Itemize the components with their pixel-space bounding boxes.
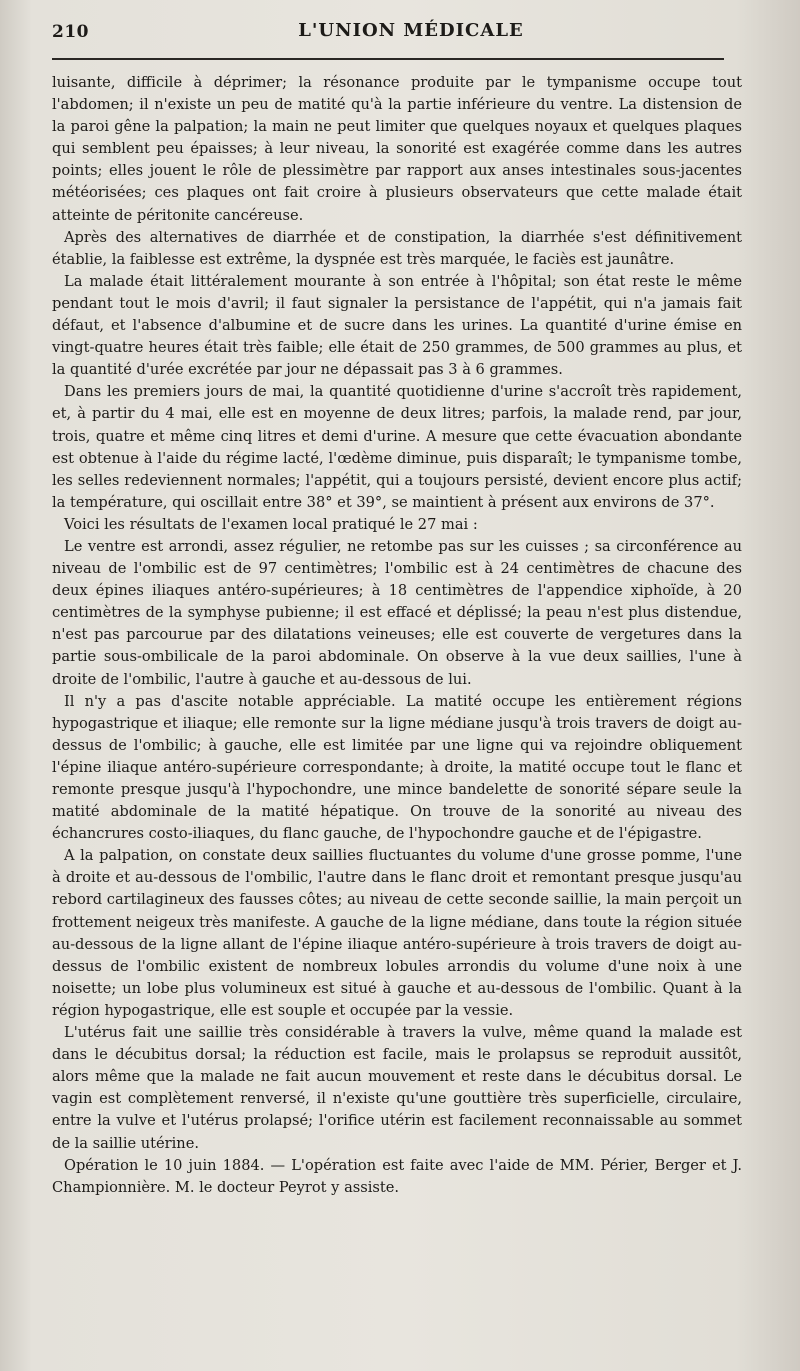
paragraph: A la palpation, on constate deux saillies fluctuantes du volume d'une grosse pomme, l'une à droite et au-dessous de l'ombilic, l'autre dans le flanc droit et remontant presque jusqu'au rebord cartilagineux des fausses côtes; au niveau de cette seconde saillie, la main perçoit un frottement neigeux très manifeste. A gauche de la ligne médiane, dans toute la région située au-dessous de la ligne allant de l'épine iliaque antéro-supérieure à trois travers de doigt au-dessus de l'ombilic existent de nombreux lobules arrondis du volume d'une noix à une noisette; un lobe plus volumineux est situé à gauche et au-dessous de l'ombilic. Quant à la région hypogastrique, elle est souple et occupée par la vessie.: [52, 847, 742, 1019]
paragraph: Dans les premiers jours de mai, la quantité quotidienne d'urine s'accroît très rapidement, et, à partir du 4 mai, elle est en moyenne de deux litres; parfois, la malade rend, par jour, trois, quatre et même cinq litres et demi d'urine. A mesure que cette évacuation abondante est obtenue à l'aide du régime lacté, l'œdème diminue, puis disparaît; le tympanisme tombe, les selles redeviennent normales; l'appétit, qui a toujours persisté, devient encore plus actif; la température, qui oscillait entre 38° et 39°, se maintient à présent aux environs de 37°.: [52, 383, 742, 511]
paragraph: Il n'y a pas d'ascite notable appréciable. La matité occupe les entièrement régions hypogastrique et iliaque; elle remonte sur la ligne médiane jusqu'à trois travers de doigt au-dessus de l'ombilic; à gauche, elle est limitée par une ligne qui va rejoindre obliquement l'épine iliaque antéro-supérieure correspondante; à droite, la matité occupe tout le flanc et remonte presque jusqu'à l'hypochondre, une mince bandelette de sonorité sépare seule la matité abdominale de la matité hépatique. On trouve de la sonorité au niveau des échancrures costo-iliaques, du flanc gauche, de l'hypochondre gauche et de l'épigastre.: [52, 692, 742, 843]
paragraph: La malade était littéralement mourante à son entrée à l'hôpital; son état reste le même pendant tout le mois d'avril; il faut signaler la persistance de l'appétit, qui n'a jamais fait défaut, et l'absence d'albumine et de sucre dans les urines. La quantité d'urine émise en vingt-quatre heures était très faible; elle était de 250 grammes, de 500 grammes au plus, et la quantité d'urée excrétée par jour ne dépassait pas 3 à 6 grammes.: [52, 272, 742, 379]
paragraph: luisante, difficile à déprimer; la résonance produite par le tympanisme occupe tout l'abdomen; il n'existe un peu de matité qu'à la partie inférieure du ventre. La distension de la paroi gêne la palpation; la main ne peut limiter que quelques noyaux et quelques plaques qui semblent peu épaisses; à leur niveau, la sonorité est exagérée comme dans les autres points; elles jouent le rôle de plessimètre par rapport aux anses intestinales sous-jacentes météorisées; ces plaques ont fait croire à plusieurs observateurs que cette malade était atteinte de péritonite cancéreuse.: [52, 74, 742, 224]
paragraph: Après des alternatives de diarrhée et de constipation, la diarrhée s'est définitivement établie, la faiblesse est extrême, la dyspnée est très marquée, le faciès est jaunâtre.: [52, 228, 742, 268]
header-rule: [52, 58, 724, 60]
paragraph: Le ventre est arrondi, assez régulier, ne retombe pas sur les cuisses ; sa circonférence au niveau de l'ombilic est de 97 centimètres; l'ombilic est à 24 centimètres de chacune des deux épines iliaques antéro-supérieures; à 18 centimètres de l'appendice xiphoïde, à 20 centimètres de la symphyse pubienne; il est effacé et déplissé; la peau n'est plus distendue, n'est pas parcourue par des dilatations veineuses; elle est couverte de vergetures dans la partie sous-ombilicale de la paroi abdominale. On observe à la vue deux saillies, l'une à droite de l'ombilic, l'autre à gauche et au-dessous de lui.: [52, 537, 742, 688]
page-header: [52, 18, 770, 52]
paragraph: L'utérus fait une saillie très considérable à travers la vulve, même quand la malade est dans le décubitus dorsal; la réduction est facile, mais le prolapsus se reproduit aussitôt, alors même que la malade ne fait aucun mouvement et reste dans le décubitus dorsal. Le vagin est complètement renversé, il n'existe qu'une gouttière très superficielle, circulaire, entre la vulve et l'utérus prolapsé; l'orifice utérin est facilement reconnaissable au sommet de la saillie utérine.: [52, 1024, 742, 1152]
body-text: [52, 72, 742, 1199]
paragraph: Voici les résultats de l'examen local pratiqué le 27 mai :: [64, 515, 478, 533]
paragraph: Opération le 10 juin 1884. — L'opération est faite avec l'aide de MM. Périer, Berger et J. Championnière. M. le docteur Peyrot y assiste.: [52, 1156, 742, 1196]
page-number: 210: [52, 22, 89, 42]
running-title: L'UNION MÉDICALE: [298, 20, 524, 41]
